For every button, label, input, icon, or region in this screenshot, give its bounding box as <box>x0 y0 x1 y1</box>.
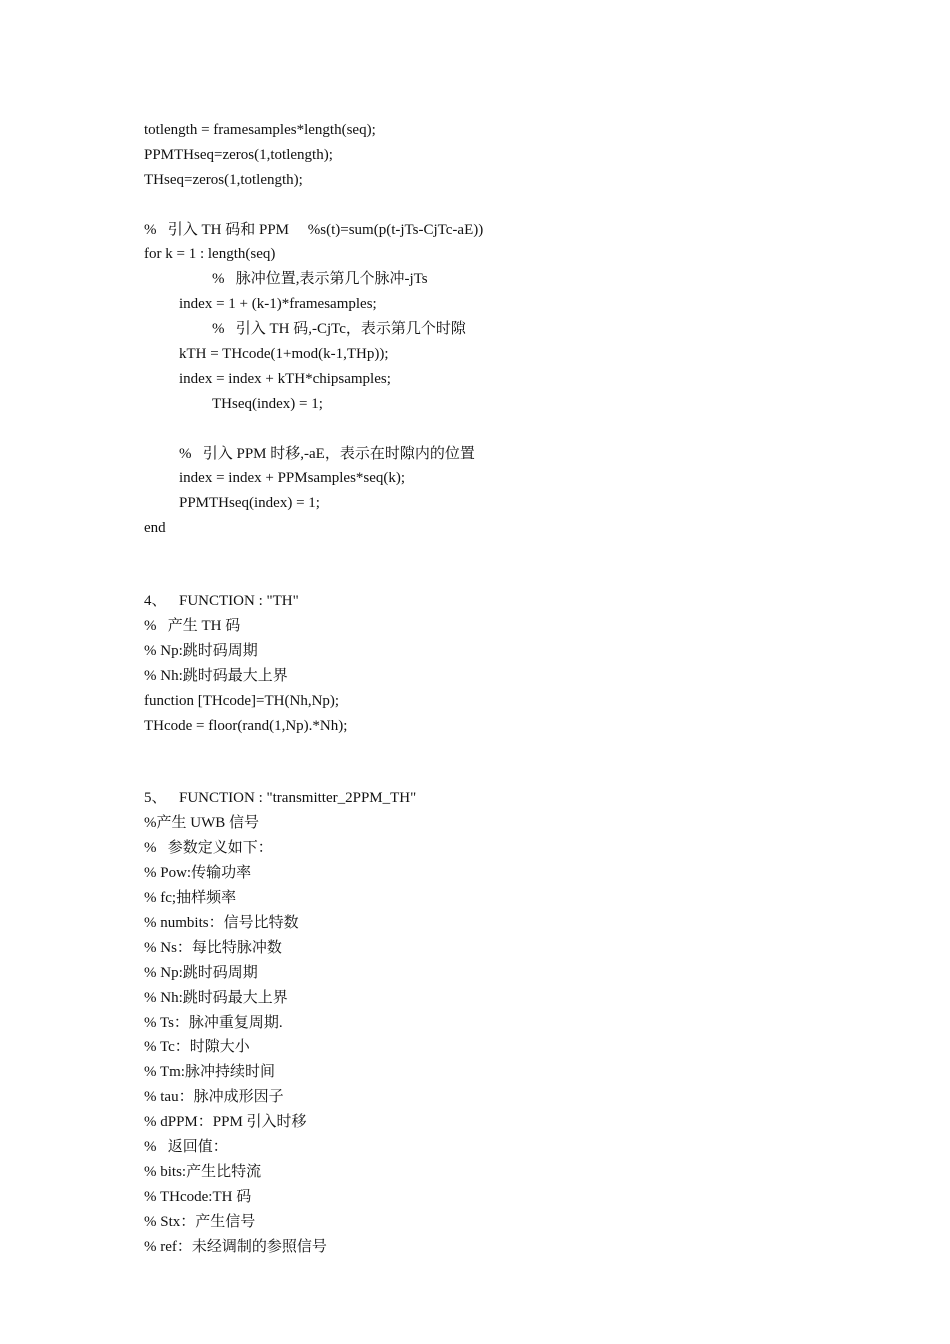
comment-line: % 脉冲位置,表示第几个脉冲-jTs <box>212 271 428 288</box>
code-line: end <box>144 520 166 537</box>
code-line: THseq(index) = 1; <box>212 395 323 412</box>
comment-line: % 参数定义如下： <box>144 840 273 857</box>
comment-line: % dPPM：PPM 引入时移 <box>144 1114 307 1131</box>
section-title: FUNCTION : "transmitter_2PPM_TH" <box>179 790 417 807</box>
comment-line: % ref：未经调制的参照信号 <box>144 1238 327 1255</box>
comment-line: % fc;抽样频率 <box>144 890 237 907</box>
comment-line: % tau：脉冲成形因子 <box>144 1089 284 1106</box>
code-line: totlength = framesamples*length(seq); <box>144 122 376 138</box>
section-number: 4、 <box>144 593 167 610</box>
code-line: PPMTHseq=zeros(1,totlength); <box>144 146 333 163</box>
comment-line: % Nh:跳时码最大上界 <box>144 989 288 1006</box>
code-line: kTH = THcode(1+mod(k-1,THp)); <box>179 346 389 363</box>
code-line: index = 1 + (k-1)*framesamples; <box>179 296 377 313</box>
section-heading <box>144 589 864 614</box>
comment-line: % 引入 TH 码,-CjTc，表示第几个时隙 <box>212 321 466 338</box>
comment-line: % 引入 PPM 时移,-aE，表示在时隙内的位置 <box>179 445 475 462</box>
code-line: THcode = floor(rand(1,Np).*Nh); <box>144 717 348 734</box>
code-line: PPMTHseq(index) = 1; <box>179 495 320 512</box>
comment-line: % Tc：时隙大小 <box>144 1039 250 1056</box>
blank-line <box>144 417 864 442</box>
comment-line: % 产生 TH 码 <box>144 618 241 635</box>
comment-line: % Ns：每比特脉冲数 <box>144 939 282 956</box>
section-heading <box>144 786 864 811</box>
comment-line: % Np:跳时码周期 <box>144 642 258 659</box>
comment-line: % THcode:TH 码 <box>144 1188 252 1205</box>
comment-line: % Ts：脉冲重复周期. <box>144 1014 283 1031</box>
comment-line: % Stx：产生信号 <box>144 1213 256 1230</box>
code-line: THseq=zeros(1,totlength); <box>144 171 303 188</box>
section-number: 5、 <box>144 790 167 807</box>
comment-line: % Pow:传输功率 <box>144 865 252 882</box>
section-gap <box>144 541 864 589</box>
comment-line: % Tm:脉冲持续时间 <box>144 1064 275 1081</box>
code-listing <box>144 118 864 1259</box>
code-line: for k = 1 : length(seq) <box>144 246 276 263</box>
blank-line <box>144 193 864 218</box>
code-line: function [THcode]=TH(Nh,Np); <box>144 692 340 709</box>
section-gap <box>144 738 864 786</box>
comment-line: % Np:跳时码周期 <box>144 964 258 981</box>
comment-line: %产生 UWB 信号 <box>144 815 259 832</box>
comment-line: % 返回值： <box>144 1138 228 1155</box>
comment-line: % 引入 TH 码和 PPM %s(t)=sum(p(t-jTs-CjTc-aE)) <box>144 221 484 238</box>
section-title: FUNCTION : "TH" <box>179 593 299 610</box>
comment-line: % bits:产生比特流 <box>144 1163 262 1180</box>
code-line: index = index + PPMsamples*seq(k); <box>179 470 406 487</box>
code-line: index = index + kTH*chipsamples; <box>179 370 391 387</box>
comment-line: % numbits：信号比特数 <box>144 914 299 931</box>
comment-line: % Nh:跳时码最大上界 <box>144 667 288 684</box>
